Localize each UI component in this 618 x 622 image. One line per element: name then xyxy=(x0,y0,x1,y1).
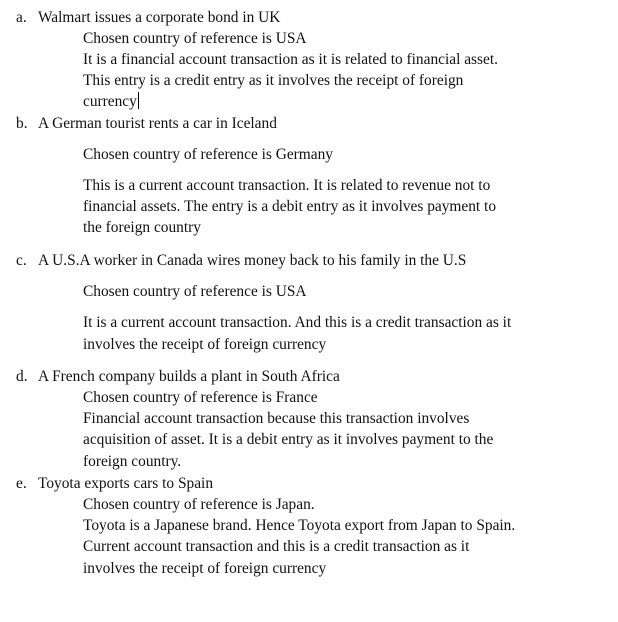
item-text-line: Financial account transaction because this transaction involves xyxy=(83,410,470,427)
item-text-line: Chosen country of reference is USA xyxy=(83,30,307,47)
list-marker: c. xyxy=(16,252,27,269)
item-text-line: It is a financial account transaction as it is related to financial asset. xyxy=(83,51,498,68)
item-text-line: acquisition of asset. It is a debit entry as it involves payment to the xyxy=(83,431,494,448)
item-text-line: the foreign country xyxy=(83,219,201,236)
item-heading: A U.S.A worker in Canada wires money back to his family in the U.S xyxy=(38,252,467,269)
item-text-line-with-caret[interactable] xyxy=(83,92,139,112)
list-marker: d. xyxy=(16,368,28,385)
list-marker: e. xyxy=(16,475,27,492)
item-heading: Toyota exports cars to Spain xyxy=(38,475,214,492)
item-heading: A French company builds a plant in South Africa xyxy=(38,368,340,385)
item-text-line: involves the receipt of foreign currency xyxy=(83,336,327,353)
item-heading: Walmart issues a corporate bond in UK xyxy=(38,9,281,26)
item-text-line: Chosen country of reference is USA xyxy=(83,283,307,300)
item-text-line: Chosen country of reference is Germany xyxy=(83,146,334,163)
item-text-line: Toyota is a Japanese brand. Hence Toyota export from Japan to Spain. xyxy=(83,517,516,534)
item-text-line: Chosen country of reference is France xyxy=(83,389,318,406)
item-text-line: currency xyxy=(83,93,137,110)
item-text-line: foreign country. xyxy=(83,453,182,470)
item-text-line: It is a current account transaction. And this is a credit transaction as it xyxy=(83,314,512,331)
item-text-line: involves the receipt of foreign currency xyxy=(83,560,327,577)
item-text-line: financial assets. The entry is a debit entry as it involves payment to xyxy=(83,198,497,215)
text-cursor xyxy=(138,92,139,109)
list-marker: b. xyxy=(16,115,28,132)
item-text-line: This entry is a credit entry as it involves the receipt of foreign xyxy=(83,72,464,89)
item-text-line: Chosen country of reference is Japan. xyxy=(83,496,315,513)
item-heading: A German tourist rents a car in Iceland xyxy=(38,115,277,132)
list-marker: a. xyxy=(16,9,27,26)
item-text-line: This is a current account transaction. It is related to revenue not to xyxy=(83,177,491,194)
item-text-line: Current account transaction and this is a credit transaction as it xyxy=(83,538,470,555)
